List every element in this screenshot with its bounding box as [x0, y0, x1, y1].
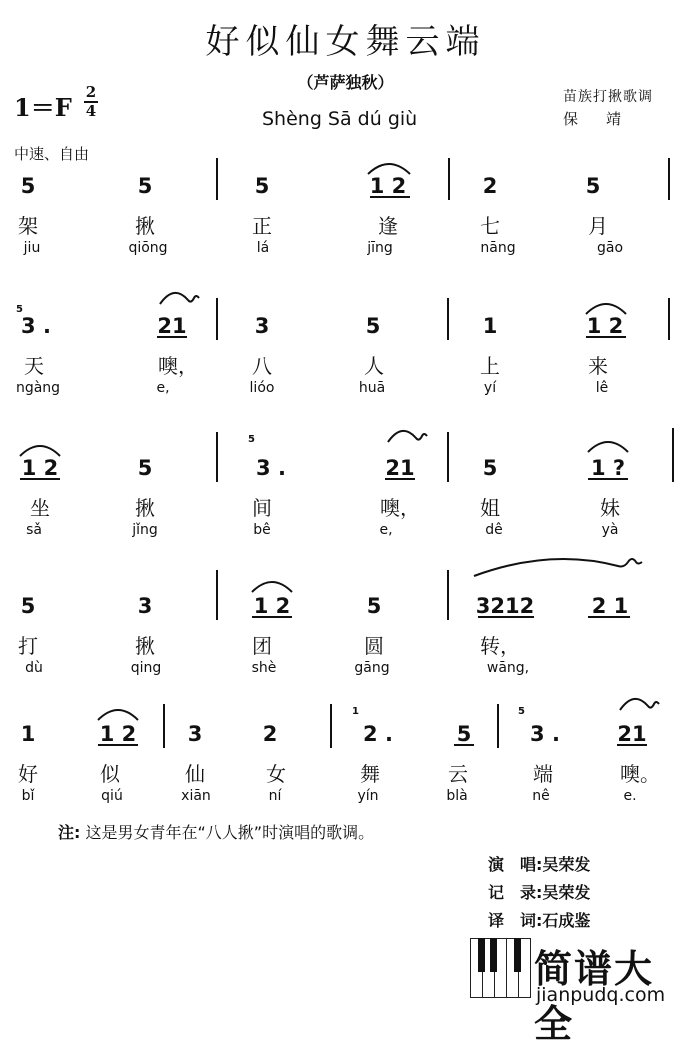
- underline-beam: [454, 743, 474, 747]
- pinyin: jǐng: [132, 522, 158, 538]
- pinyin: bê: [253, 522, 271, 538]
- grace-note: 1: [352, 706, 359, 717]
- credit-role: 译 词:: [488, 911, 543, 930]
- underline-beam: [20, 477, 60, 481]
- pinyin: jīng: [367, 240, 393, 256]
- pinyin: ngàng: [15, 380, 61, 396]
- credit-name: 吴荣发: [542, 855, 591, 874]
- phrase-slur: [470, 552, 650, 582]
- pinyin: e.: [623, 788, 637, 804]
- pinyin: huā: [358, 380, 386, 396]
- note: 5: [366, 594, 382, 618]
- slur-mark: [366, 158, 412, 176]
- lyric: 云: [448, 762, 468, 786]
- time-signature: [84, 84, 98, 120]
- note: 3: [137, 594, 153, 618]
- time-sig-top: 2: [85, 83, 97, 101]
- source-region: 保靖: [563, 110, 650, 128]
- tempo-marking: 中速、自由: [14, 145, 90, 163]
- turn-ornament: [156, 286, 200, 308]
- pinyin: lióo: [249, 380, 275, 396]
- lyric: 间: [252, 496, 272, 520]
- pinyin: e,: [156, 380, 170, 396]
- note: 2 .: [363, 722, 393, 746]
- credit-singer: [488, 852, 590, 875]
- note: 3 .: [21, 314, 51, 338]
- lyric: 女: [266, 762, 286, 786]
- grace-note: 5: [16, 304, 23, 315]
- underline-beam: [385, 477, 415, 481]
- note: 21: [617, 722, 647, 746]
- credit-name: 吴荣发: [542, 883, 591, 902]
- lyric: 逢: [378, 214, 398, 238]
- note: 5: [365, 314, 381, 338]
- lyric: 上: [480, 354, 500, 378]
- underline-beam: [588, 615, 630, 619]
- pinyin: xiān: [181, 788, 211, 804]
- slur-mark: [584, 298, 628, 316]
- note: 1 ?: [590, 456, 626, 480]
- note: 5: [482, 456, 498, 480]
- note: 5: [585, 174, 601, 198]
- lyric: 圆: [364, 634, 384, 658]
- lyric: 噢，: [380, 496, 420, 520]
- pinyin: lá: [256, 240, 270, 256]
- pinyin: bǐ: [21, 788, 35, 804]
- lyric: 端: [533, 762, 553, 786]
- pinyin: ní: [268, 788, 282, 804]
- lyric: 团: [252, 634, 272, 658]
- credit-role: 记 录:: [488, 883, 543, 902]
- underline-beam: [588, 477, 628, 481]
- pinyin: dê: [485, 522, 503, 538]
- underline-beam: [586, 335, 626, 339]
- site-logo[interactable]: [470, 938, 685, 1046]
- pinyin: e,: [379, 522, 393, 538]
- pinyin: yà: [601, 522, 619, 538]
- lyric: 来: [588, 354, 608, 378]
- note: 5: [137, 456, 153, 480]
- key-signature: 1＝F: [14, 93, 72, 122]
- note: 3212: [475, 594, 535, 618]
- note: 3 .: [530, 722, 560, 746]
- note: 1 2: [369, 174, 407, 198]
- lyric: 坐: [30, 496, 50, 520]
- note: 3: [187, 722, 203, 746]
- note: 5: [20, 594, 36, 618]
- underline-beam: [478, 615, 534, 619]
- pinyin: gāng: [354, 660, 390, 676]
- turn-ornament: [616, 692, 660, 714]
- underline-beam: [157, 335, 187, 339]
- pinyin: sǎ: [26, 522, 42, 538]
- pinyin: yí: [483, 380, 497, 396]
- lyric: 噢。: [620, 762, 660, 786]
- lyric: 月: [588, 214, 608, 238]
- note: 2: [482, 174, 498, 198]
- underline-beam: [252, 615, 292, 619]
- pinyin: dù: [25, 660, 43, 676]
- logo-name: 简谱大全: [534, 947, 655, 1046]
- underline-beam: [98, 743, 138, 747]
- note: 1 2: [21, 456, 59, 480]
- logo-url: jianpudq.com: [536, 984, 666, 1006]
- pinyin: qiōng: [128, 240, 168, 256]
- lyric: 转，: [480, 634, 520, 658]
- note: 3 .: [256, 456, 286, 480]
- lyric: 打: [18, 634, 38, 658]
- pinyin: lê: [595, 380, 609, 396]
- slur-mark: [96, 704, 140, 722]
- pinyin: gāo: [596, 240, 624, 256]
- time-sig-bottom: 4: [85, 102, 97, 120]
- pinyin: wāng,: [486, 660, 530, 676]
- song-subtitle: （芦萨独秋）: [297, 73, 394, 92]
- pinyin: nāng: [480, 240, 516, 256]
- lyric: 人: [364, 354, 384, 378]
- note: 2 1: [591, 594, 629, 618]
- pinyin: qing: [130, 660, 162, 676]
- note: 21: [385, 456, 415, 480]
- lyric: 姐: [480, 496, 500, 520]
- lyric: 揪: [135, 496, 155, 520]
- credit-translator: [488, 908, 590, 931]
- slur-mark: [18, 440, 62, 458]
- lyric: 正: [252, 214, 272, 238]
- grace-note: 5: [518, 706, 525, 717]
- lyric: 揪: [135, 634, 155, 658]
- note: 5: [137, 174, 153, 198]
- note: 1: [20, 722, 36, 746]
- note: 1 2: [253, 594, 291, 618]
- song-title: 好似仙女舞云端: [205, 22, 486, 62]
- pinyin: blà: [446, 788, 468, 804]
- pinyin: qiú: [101, 788, 123, 804]
- lyric: 仙: [185, 762, 205, 786]
- note: 1: [482, 314, 498, 338]
- credit-role: 演 唱:: [488, 855, 543, 874]
- lyric: 揪: [135, 214, 155, 238]
- note: 21: [157, 314, 187, 338]
- pinyin-title: Shèng Sā dú giù: [262, 108, 418, 130]
- lyric: 七: [480, 214, 500, 238]
- lyric: 好: [18, 762, 38, 786]
- note: 1 2: [99, 722, 137, 746]
- lyric: 妹: [600, 496, 620, 520]
- note: 1 2: [586, 314, 624, 338]
- grace-note: 5: [248, 434, 255, 445]
- lyric: 架: [18, 214, 38, 238]
- lyric: 八: [252, 354, 272, 378]
- lyric: 噢，: [158, 354, 198, 378]
- pinyin: jiu: [23, 240, 41, 256]
- note: 5: [254, 174, 270, 198]
- pinyin: nê: [532, 788, 550, 804]
- source-genre: 苗族打揪歌调: [563, 89, 653, 105]
- underline-beam: [370, 195, 410, 199]
- footnote-text: 这是男女青年在“八人揪”时演唱的歌调。: [85, 823, 375, 842]
- note: 3: [254, 314, 270, 338]
- credit-name: 石成鉴: [542, 911, 591, 930]
- lyric: 天: [24, 354, 44, 378]
- underline-beam: [617, 743, 647, 747]
- turn-ornament: [384, 424, 428, 446]
- credit-recorder: [488, 880, 590, 903]
- slur-mark: [586, 436, 630, 454]
- pinyin: yín: [357, 788, 379, 804]
- note: 2: [262, 722, 278, 746]
- note: 5: [456, 722, 472, 746]
- pinyin: shè: [251, 660, 277, 676]
- footnote: [58, 820, 374, 843]
- footnote-label: 注:: [58, 823, 81, 842]
- lyric: 似: [100, 762, 120, 786]
- lyric: 舞: [360, 762, 380, 786]
- slur-mark: [250, 576, 294, 594]
- note: 5: [20, 174, 36, 198]
